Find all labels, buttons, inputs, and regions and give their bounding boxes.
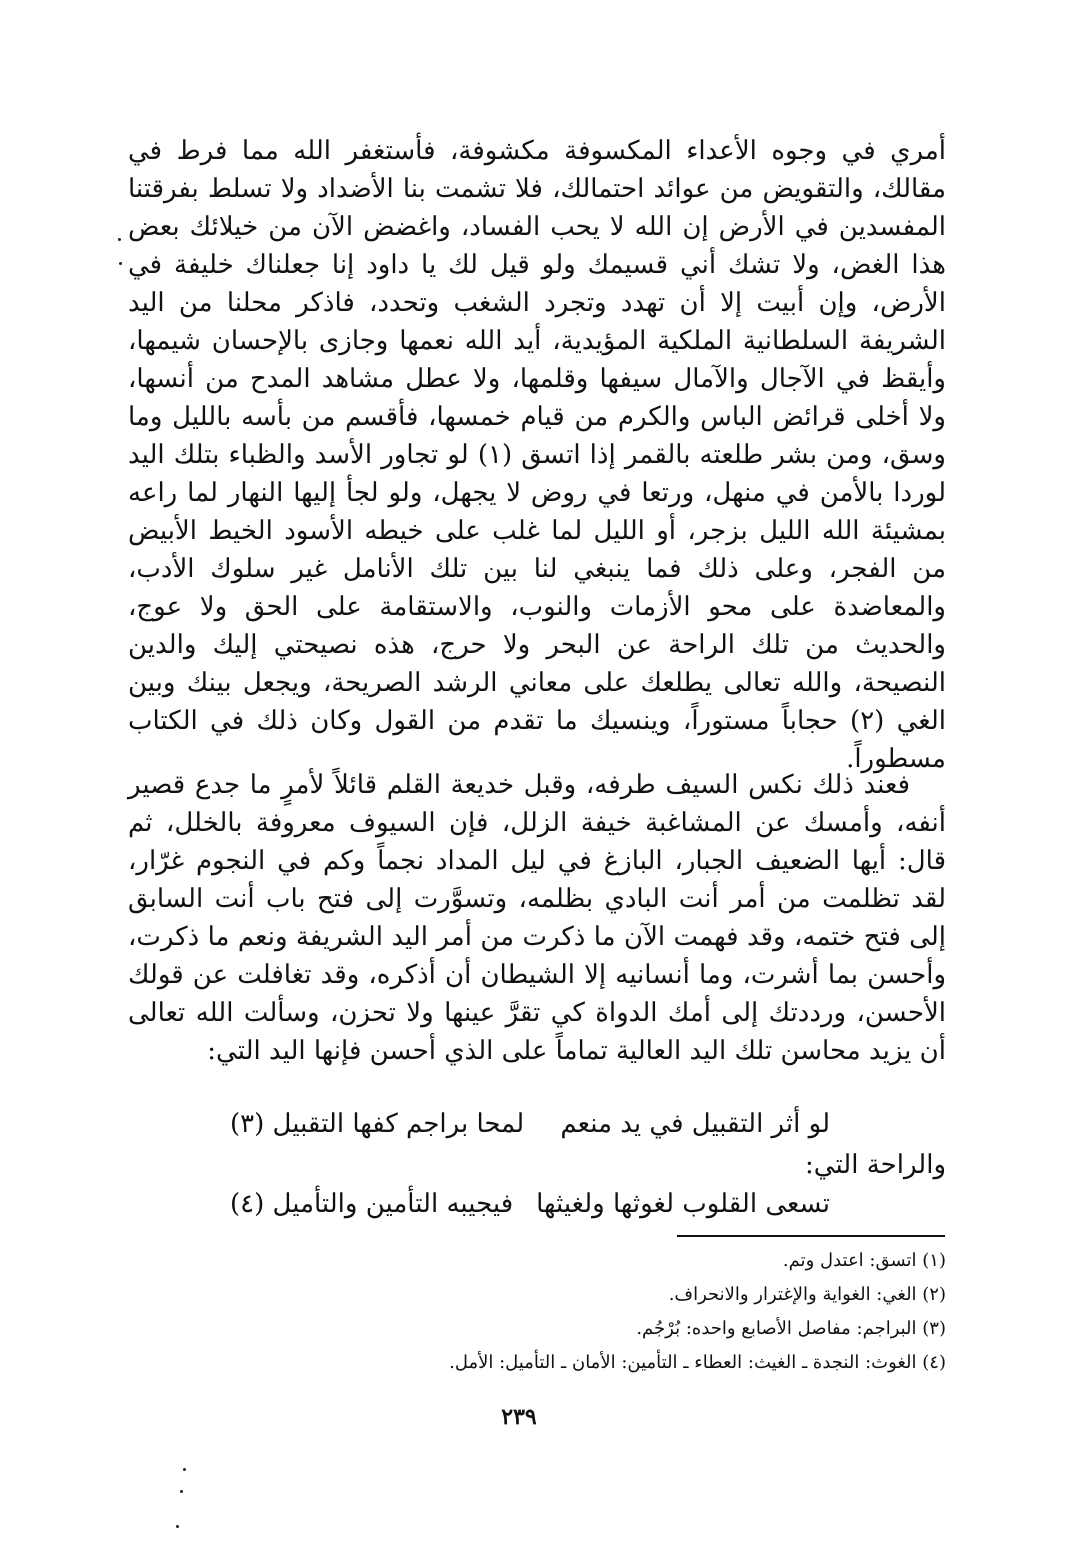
verse-line-2 [230, 1185, 830, 1223]
body-paragraph-1 [128, 132, 946, 778]
paragraph-text: أمري في وجوه الأعداء المكسوفة مكشوفة، فأستغفر الله مما فرط في مقالك، والتقويض من عوائد احتمالك، فلا تشمت بنا الأضداد ولا تسلط بفرقتنا المفسدين في الأرض إن الله لا يحب الفساد، واغضض الآن من خيلائك بعض هذا الغض، ولا تشك أني قسيمك ولو قيل لك يا داود إنا جعلناك خليفة في الأرض، وإن أبيت إلا أن تهدد وتجرد الشغب وتحدد، فاذكر محلنا من اليد الشريفة السلطانية الملكية المؤيدية، أيد الله نعمها وجازى بالإحسان شيمها، وأيقظ في الآجال والآمال سيفها وقلمها، ولا عطل مشاهد المدح من أنسها، ولا أخلى قرائض الباس والكرم من قيام خمسها، فأقسم من بأسه بالليل وما وسق، ومن بشر طلعته بالقمر إذا اتسق (١) لو تجاور الأسد والظباء بتلك اليد لوردا بالأمن في منهل، ورتعا في روض لا يجهل، ولو لجأ إليها النهار لما راعه بمشيئة الله الليل بزجر، أو الليل لما غلب على خيطه الأسود الخيط الأبيض من الفجر، وعلى ذلك فما ينبغي لنا بين تلك الأنامل غير سلوك الأدب، والمعاضدة على محو الأزمات والنوب، والاستقامة على الحق ولا عوج، والحديث من تلك الراحة عن البحر ولا حرج، هذه نصيحتي إليك والدين النصيحة، والله تعالى يطلعك على معاني الرشد الصريحة، ويجعل بينك وبين الغي (٢) حجاباً مستوراً، وينسيك ما تقدم من القول وكان ذلك في الكتاب مسطوراً. [128, 136, 947, 774]
verse-line-1 [230, 1105, 830, 1143]
page-number: ٢٣٩ [501, 1404, 537, 1430]
body-paragraph-2 [128, 766, 946, 1070]
verse-first-hemistich: لو أثر التقبيل في يد منعم [560, 1109, 830, 1139]
scan-speck [118, 238, 121, 241]
scan-speck [176, 1525, 179, 1528]
verse-second-hemistich: لمحا براجم كفها التقبيل (٣) [230, 1109, 525, 1139]
footnote-divider [677, 1235, 945, 1237]
verse-intro-text: والراحة التي: [805, 1150, 946, 1180]
verse-second-hemistich: فيجيبه التأمين والتأميل (٤) [230, 1189, 514, 1219]
scan-speck [183, 1468, 186, 1471]
paragraph-text: فعند ذلك نكس السيف طرفه، وقبل خديعة القلم قائلاً لأمرٍ ما جدع قصير أنفه، وأمسك عن المشاغبة خيفة الزلل، فإن السيوف معروفة بالخلل، ثم قال: أيها الضعيف الجبار، البازغ في ليل المداد نجماً وكم في النجوم غرّار، لقد تظلمت من أمر أنت البادي بظلمه، وتسوَّرت إلى فتح باب أنت السابق إلى فتح ختمه، وقد فهمت الآن ما ذكرت من أمر اليد الشريفة ونعم ما ذكرت، وأحسن بما أشرت، وما أنسانيه إلا الشيطان أن أذكره، وقد تغافلت عن قولك الأحسن، ورددتك إلى أمك الدواة كي تقرَّ عينها ولا تحزن، وسألت الله تعالى أن يزيد محاسن تلك اليد العالية تماماً على الذي أحسن فإنها اليد التي: [128, 770, 946, 1066]
verse-first-hemistich: تسعى القلوب لغوثها ولغيثها [536, 1189, 830, 1219]
footnote-1: (١) اتسق: اعتدل وتم. [782, 1250, 946, 1271]
footnote-2: (٢) الغي: الغواية والإغترار والانحراف. [668, 1284, 946, 1305]
scan-speck [180, 1490, 183, 1493]
scan-speck [119, 262, 122, 265]
footnotes [246, 1244, 946, 1380]
footnote-3: (٣) البراجم: مفاصل الأصابع واحده: بُرْجُم. [636, 1318, 946, 1339]
footnote-4: (٤) الغوث: النجدة ـ الغيث: العطاء ـ التأمين: الأمان ـ التأميل: الأمل. [449, 1352, 946, 1373]
